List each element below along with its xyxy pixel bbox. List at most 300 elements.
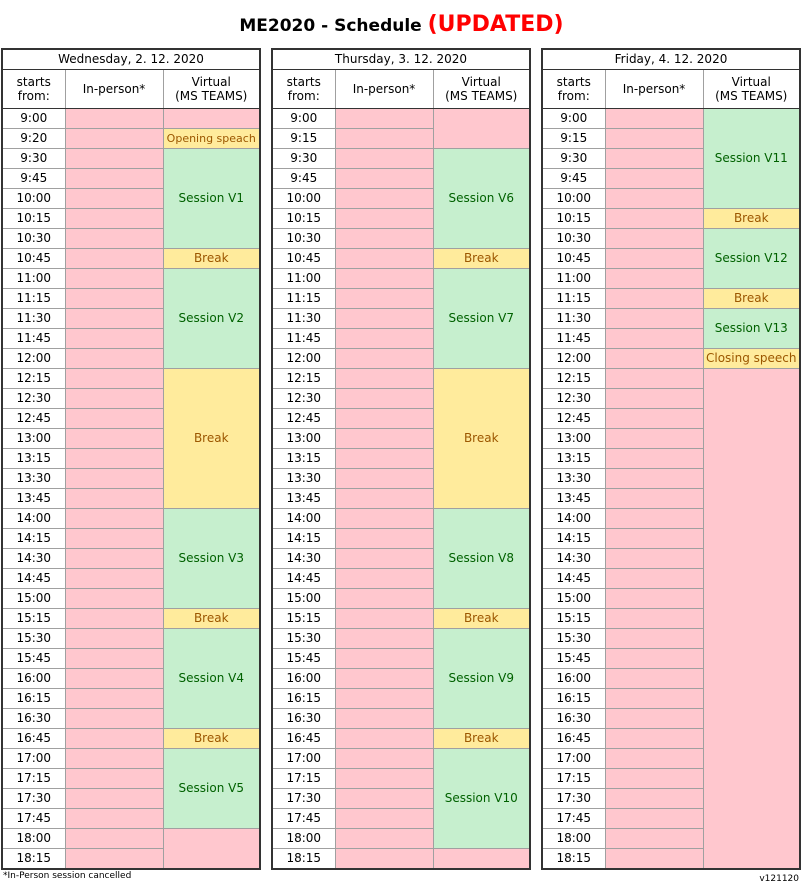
session-block: Session V6 xyxy=(433,149,530,249)
time-slot-row xyxy=(2,749,260,769)
time-cell: 16:15 xyxy=(2,689,65,709)
time-cell: 9:30 xyxy=(272,149,335,169)
inperson-cancelled-cell xyxy=(65,709,163,729)
empty-virtual-cell xyxy=(163,109,260,129)
time-cell: 14:30 xyxy=(272,549,335,569)
day-header-row xyxy=(2,49,260,70)
inperson-cancelled-cell xyxy=(335,149,433,169)
inperson-cancelled-cell xyxy=(605,529,703,549)
inperson-cancelled-cell xyxy=(335,789,433,809)
inperson-cancelled-cell xyxy=(605,789,703,809)
break-block: Opening speach xyxy=(163,129,260,149)
time-cell: 13:45 xyxy=(2,489,65,509)
inperson-cancelled-cell xyxy=(335,769,433,789)
time-cell: 11:15 xyxy=(2,289,65,309)
inperson-cancelled-cell xyxy=(65,429,163,449)
inperson-cancelled-cell xyxy=(605,689,703,709)
time-cell: 16:15 xyxy=(272,689,335,709)
time-slot-row xyxy=(542,229,800,249)
time-cell: 9:00 xyxy=(272,109,335,129)
inperson-cancelled-cell xyxy=(65,809,163,829)
inperson-cancelled-cell xyxy=(65,209,163,229)
time-cell: 13:30 xyxy=(542,469,605,489)
time-cell: 12:30 xyxy=(2,389,65,409)
column-header-row xyxy=(2,70,260,109)
inperson-cancelled-cell xyxy=(335,289,433,309)
virtual-header xyxy=(433,70,530,109)
inperson-cancelled-cell xyxy=(65,369,163,389)
time-cell: 9:45 xyxy=(272,169,335,189)
inperson-cancelled-cell xyxy=(335,209,433,229)
inperson-cancelled-cell xyxy=(335,829,433,849)
time-cell: 9:30 xyxy=(542,149,605,169)
inperson-cancelled-cell xyxy=(605,769,703,789)
inperson-cancelled-cell xyxy=(335,449,433,469)
inperson-cancelled-cell xyxy=(335,469,433,489)
time-cell: 17:30 xyxy=(2,789,65,809)
time-slot-row xyxy=(272,629,530,649)
inperson-cancelled-cell xyxy=(605,429,703,449)
inperson-cancelled-cell xyxy=(335,609,433,629)
time-cell: 16:30 xyxy=(542,709,605,729)
time-cell: 10:00 xyxy=(542,189,605,209)
column-header-row xyxy=(542,70,800,109)
inperson-cancelled-cell xyxy=(65,609,163,629)
break-block: Break xyxy=(163,609,260,629)
inperson-cancelled-cell xyxy=(605,189,703,209)
time-slot-row xyxy=(272,369,530,389)
virtual-label: Virtual xyxy=(461,74,501,89)
time-cell: 15:30 xyxy=(2,629,65,649)
starts-label: starts xyxy=(16,74,51,89)
time-cell: 10:15 xyxy=(2,209,65,229)
time-slot-row xyxy=(272,109,530,129)
time-cell: 18:00 xyxy=(272,829,335,849)
time-cell: 13:45 xyxy=(272,489,335,509)
time-cell: 18:15 xyxy=(2,849,65,870)
inperson-cancelled-cell xyxy=(605,309,703,329)
time-slot-row xyxy=(2,109,260,129)
time-cell: 15:45 xyxy=(2,649,65,669)
schedule-title xyxy=(0,8,803,43)
time-cell: 14:15 xyxy=(272,529,335,549)
inperson-header: In-person* xyxy=(605,70,703,109)
time-cell: 13:30 xyxy=(272,469,335,489)
time-cell: 17:00 xyxy=(542,749,605,769)
inperson-cancelled-cell xyxy=(65,689,163,709)
time-cell: 15:30 xyxy=(272,629,335,649)
time-cell: 15:15 xyxy=(2,609,65,629)
empty-virtual-cell xyxy=(703,369,800,870)
time-cell: 10:30 xyxy=(2,229,65,249)
inperson-cancelled-cell xyxy=(605,349,703,369)
inperson-cancelled-cell xyxy=(605,709,703,729)
inperson-cancelled-cell xyxy=(335,549,433,569)
inperson-cancelled-cell xyxy=(335,489,433,509)
time-cell: 14:45 xyxy=(2,569,65,589)
time-slot-row xyxy=(2,609,260,629)
inperson-cancelled-cell xyxy=(335,229,433,249)
inperson-cancelled-cell xyxy=(65,189,163,209)
inperson-cancelled-cell xyxy=(605,549,703,569)
inperson-cancelled-cell xyxy=(65,469,163,489)
time-cell: 15:15 xyxy=(272,609,335,629)
inperson-cancelled-cell xyxy=(605,389,703,409)
time-cell: 10:00 xyxy=(272,189,335,209)
time-cell: 17:45 xyxy=(542,809,605,829)
time-cell: 17:15 xyxy=(542,769,605,789)
starts-label: starts xyxy=(556,74,591,89)
inperson-cancelled-cell xyxy=(335,689,433,709)
inperson-cancelled-cell xyxy=(335,709,433,729)
time-cell: 16:30 xyxy=(2,709,65,729)
virtual-label: Virtual xyxy=(191,74,231,89)
time-cell: 11:30 xyxy=(542,309,605,329)
inperson-cancelled-cell xyxy=(605,509,703,529)
time-cell: 11:30 xyxy=(2,309,65,329)
time-cell: 15:45 xyxy=(542,649,605,669)
platform-label: (MS TEAMS) xyxy=(445,89,518,103)
time-cell: 16:00 xyxy=(272,669,335,689)
inperson-cancelled-cell xyxy=(65,549,163,569)
session-block: Session V13 xyxy=(703,309,800,349)
inperson-cancelled-cell xyxy=(605,409,703,429)
inperson-cancelled-cell xyxy=(335,809,433,829)
time-cell: 9:15 xyxy=(542,129,605,149)
from-label: from: xyxy=(17,89,50,103)
time-cell: 15:45 xyxy=(272,649,335,669)
time-slot-row xyxy=(542,349,800,369)
inperson-cancelled-cell xyxy=(335,529,433,549)
break-block: Break xyxy=(163,369,260,509)
empty-virtual-cell xyxy=(433,849,530,870)
day-label: Friday, 4. 12. 2020 xyxy=(542,49,800,70)
time-cell: 11:15 xyxy=(542,289,605,309)
time-cell: 15:00 xyxy=(2,589,65,609)
inperson-cancelled-cell xyxy=(335,109,433,129)
time-slot-row xyxy=(2,629,260,649)
schedule-table-thursday xyxy=(271,48,531,870)
inperson-cancelled-cell xyxy=(65,269,163,289)
empty-virtual-cell xyxy=(163,829,260,870)
time-cell: 11:00 xyxy=(542,269,605,289)
time-cell: 13:30 xyxy=(2,469,65,489)
time-cell: 11:15 xyxy=(272,289,335,309)
time-slot-row xyxy=(272,149,530,169)
inperson-cancelled-cell xyxy=(605,269,703,289)
time-cell: 9:00 xyxy=(542,109,605,129)
time-cell: 12:30 xyxy=(272,389,335,409)
time-slot-row xyxy=(542,369,800,389)
inperson-cancelled-cell xyxy=(65,669,163,689)
time-cell: 17:00 xyxy=(2,749,65,769)
inperson-cancelled-cell xyxy=(335,409,433,429)
day-label: Thursday, 3. 12. 2020 xyxy=(272,49,530,70)
time-cell: 17:45 xyxy=(2,809,65,829)
time-cell: 10:45 xyxy=(272,249,335,269)
time-slot-row xyxy=(2,369,260,389)
time-cell: 16:15 xyxy=(542,689,605,709)
inperson-cancelled-cell xyxy=(65,489,163,509)
time-cell: 16:00 xyxy=(542,669,605,689)
inperson-cancelled-cell xyxy=(65,449,163,469)
inperson-cancelled-cell xyxy=(605,849,703,870)
inperson-cancelled-cell xyxy=(335,849,433,870)
time-cell: 10:45 xyxy=(2,249,65,269)
platform-label: (MS TEAMS) xyxy=(715,89,788,103)
platform-label: (MS TEAMS) xyxy=(175,89,248,103)
inperson-cancelled-cell xyxy=(605,109,703,129)
starts-from-header xyxy=(542,70,605,109)
time-cell: 16:45 xyxy=(2,729,65,749)
inperson-cancelled-cell xyxy=(65,509,163,529)
inperson-cancelled-cell xyxy=(605,649,703,669)
break-block: Break xyxy=(163,249,260,269)
starts-from-header xyxy=(272,70,335,109)
time-cell: 9:45 xyxy=(2,169,65,189)
inperson-cancelled-cell xyxy=(65,249,163,269)
session-block: Session V11 xyxy=(703,109,800,209)
inperson-cancelled-cell xyxy=(65,769,163,789)
time-slot-row xyxy=(272,509,530,529)
title-main: ME2020 - Schedule xyxy=(239,16,428,36)
time-slot-row xyxy=(2,269,260,289)
time-cell: 13:45 xyxy=(542,489,605,509)
schedule-table-wednesday xyxy=(1,48,261,870)
time-cell: 18:00 xyxy=(542,829,605,849)
inperson-cancelled-cell xyxy=(65,169,163,189)
inperson-cancelled-cell xyxy=(65,349,163,369)
inperson-cancelled-cell xyxy=(65,849,163,870)
time-cell: 13:15 xyxy=(272,449,335,469)
session-block: Session V9 xyxy=(433,629,530,729)
inperson-cancelled-cell xyxy=(65,629,163,649)
time-cell: 11:00 xyxy=(2,269,65,289)
time-slot-row xyxy=(542,109,800,129)
inperson-cancelled-cell xyxy=(605,589,703,609)
time-slot-row xyxy=(272,729,530,749)
inperson-cancelled-cell xyxy=(65,289,163,309)
time-cell: 15:15 xyxy=(542,609,605,629)
from-label: from: xyxy=(287,89,320,103)
time-slot-row xyxy=(272,249,530,269)
time-cell: 13:15 xyxy=(2,449,65,469)
time-cell: 12:00 xyxy=(2,349,65,369)
time-slot-row xyxy=(272,849,530,870)
inperson-cancelled-cell xyxy=(605,129,703,149)
inperson-cancelled-cell xyxy=(65,589,163,609)
inperson-cancelled-cell xyxy=(605,289,703,309)
time-slot-row xyxy=(272,269,530,289)
time-cell: 18:15 xyxy=(542,849,605,870)
inperson-cancelled-cell xyxy=(65,409,163,429)
inperson-cancelled-cell xyxy=(605,729,703,749)
inperson-cancelled-cell xyxy=(65,109,163,129)
time-cell: 11:45 xyxy=(272,329,335,349)
inperson-cancelled-cell xyxy=(335,749,433,769)
inperson-cancelled-cell xyxy=(605,149,703,169)
time-slot-row xyxy=(2,129,260,149)
time-cell: 10:00 xyxy=(2,189,65,209)
time-cell: 12:15 xyxy=(542,369,605,389)
time-slot-row xyxy=(2,729,260,749)
day-header-row xyxy=(542,49,800,70)
inperson-cancelled-cell xyxy=(65,829,163,849)
inperson-cancelled-cell xyxy=(65,229,163,249)
time-cell: 14:30 xyxy=(2,549,65,569)
inperson-cancelled-cell xyxy=(605,209,703,229)
break-block: Break xyxy=(703,289,800,309)
inperson-cancelled-cell xyxy=(605,629,703,649)
inperson-cancelled-cell xyxy=(335,249,433,269)
inperson-cancelled-cell xyxy=(605,169,703,189)
inperson-cancelled-cell xyxy=(605,829,703,849)
inperson-cancelled-cell xyxy=(605,229,703,249)
time-cell: 18:00 xyxy=(2,829,65,849)
inperson-cancelled-cell xyxy=(335,329,433,349)
time-cell: 14:00 xyxy=(2,509,65,529)
time-cell: 14:45 xyxy=(272,569,335,589)
time-cell: 13:00 xyxy=(2,429,65,449)
starts-from-header xyxy=(2,70,65,109)
break-block: Break xyxy=(433,369,530,509)
inperson-cancelled-cell xyxy=(65,129,163,149)
inperson-cancelled-cell xyxy=(605,449,703,469)
session-block: Session V4 xyxy=(163,629,260,729)
time-cell: 16:45 xyxy=(542,729,605,749)
inperson-cancelled-cell xyxy=(605,469,703,489)
time-cell: 9:20 xyxy=(2,129,65,149)
break-block: Break xyxy=(433,609,530,629)
inperson-cancelled-cell xyxy=(65,749,163,769)
inperson-cancelled-cell xyxy=(65,649,163,669)
inperson-cancelled-cell xyxy=(335,729,433,749)
inperson-cancelled-cell xyxy=(605,249,703,269)
inperson-header: In-person* xyxy=(65,70,163,109)
inperson-cancelled-cell xyxy=(65,329,163,349)
time-cell: 17:15 xyxy=(272,769,335,789)
session-block: Session V3 xyxy=(163,509,260,609)
title-updated: (UPDATED) xyxy=(427,12,564,37)
inperson-cancelled-cell xyxy=(605,369,703,389)
time-cell: 10:15 xyxy=(272,209,335,229)
inperson-cancelled-cell xyxy=(335,169,433,189)
column-header-row xyxy=(272,70,530,109)
time-cell: 17:45 xyxy=(272,809,335,829)
break-block: Break xyxy=(433,729,530,749)
time-cell: 12:45 xyxy=(2,409,65,429)
session-block: Session V5 xyxy=(163,749,260,829)
time-cell: 14:15 xyxy=(2,529,65,549)
time-cell: 13:15 xyxy=(542,449,605,469)
inperson-cancelled-cell xyxy=(335,649,433,669)
inperson-cancelled-cell xyxy=(605,329,703,349)
time-cell: 13:00 xyxy=(272,429,335,449)
time-cell: 12:45 xyxy=(272,409,335,429)
inperson-cancelled-cell xyxy=(65,569,163,589)
time-cell: 12:15 xyxy=(272,369,335,389)
inperson-cancelled-cell xyxy=(65,149,163,169)
session-block: Session V7 xyxy=(433,269,530,369)
break-block: Break xyxy=(703,209,800,229)
inperson-cancelled-cell xyxy=(335,369,433,389)
session-block: Session V1 xyxy=(163,149,260,249)
inperson-cancelled-cell xyxy=(335,129,433,149)
time-cell: 15:00 xyxy=(272,589,335,609)
inperson-cancelled-cell xyxy=(335,269,433,289)
time-slot-row xyxy=(272,749,530,769)
time-cell: 13:00 xyxy=(542,429,605,449)
time-cell: 15:00 xyxy=(542,589,605,609)
inperson-cancelled-cell xyxy=(335,589,433,609)
time-cell: 10:45 xyxy=(542,249,605,269)
inperson-header: In-person* xyxy=(335,70,433,109)
time-cell: 17:00 xyxy=(272,749,335,769)
session-block: Session V12 xyxy=(703,229,800,289)
inperson-cancelled-cell xyxy=(605,489,703,509)
time-slot-row xyxy=(542,289,800,309)
time-slot-row xyxy=(2,829,260,849)
break-block: Break xyxy=(163,729,260,749)
inperson-cancelled-cell xyxy=(65,789,163,809)
break-block: Closing speech xyxy=(703,349,800,369)
schedule-table-friday xyxy=(541,48,801,870)
time-cell: 15:30 xyxy=(542,629,605,649)
session-block: Session V2 xyxy=(163,269,260,369)
inperson-cancelled-cell xyxy=(65,729,163,749)
time-cell: 10:30 xyxy=(272,229,335,249)
time-cell: 9:30 xyxy=(2,149,65,169)
time-cell: 10:30 xyxy=(542,229,605,249)
time-cell: 11:45 xyxy=(542,329,605,349)
time-cell: 14:45 xyxy=(542,569,605,589)
inperson-cancelled-cell xyxy=(335,349,433,369)
time-cell: 14:15 xyxy=(542,529,605,549)
time-cell: 10:15 xyxy=(542,209,605,229)
time-slot-row xyxy=(542,209,800,229)
inperson-cancelled-cell xyxy=(335,389,433,409)
inperson-cancelled-cell xyxy=(605,669,703,689)
virtual-header xyxy=(163,70,260,109)
time-cell: 16:45 xyxy=(272,729,335,749)
time-cell: 17:30 xyxy=(272,789,335,809)
time-cell: 11:45 xyxy=(2,329,65,349)
time-slot-row xyxy=(2,249,260,269)
inperson-cancelled-cell xyxy=(65,529,163,549)
footnote: *In-Person session cancelled xyxy=(3,871,132,881)
inperson-cancelled-cell xyxy=(335,629,433,649)
time-cell: 9:15 xyxy=(272,129,335,149)
inperson-cancelled-cell xyxy=(605,569,703,589)
day-header-row xyxy=(272,49,530,70)
time-cell: 17:15 xyxy=(2,769,65,789)
inperson-cancelled-cell xyxy=(335,189,433,209)
time-cell: 11:30 xyxy=(272,309,335,329)
session-block: Session V10 xyxy=(433,749,530,849)
inperson-cancelled-cell xyxy=(335,309,433,329)
time-cell: 12:00 xyxy=(272,349,335,369)
time-cell: 11:00 xyxy=(272,269,335,289)
time-cell: 12:45 xyxy=(542,409,605,429)
inperson-cancelled-cell xyxy=(605,809,703,829)
virtual-label: Virtual xyxy=(731,74,771,89)
time-cell: 14:00 xyxy=(272,509,335,529)
inperson-cancelled-cell xyxy=(335,509,433,529)
inperson-cancelled-cell xyxy=(335,429,433,449)
time-cell: 12:00 xyxy=(542,349,605,369)
time-slot-row xyxy=(2,509,260,529)
inperson-cancelled-cell xyxy=(605,609,703,629)
